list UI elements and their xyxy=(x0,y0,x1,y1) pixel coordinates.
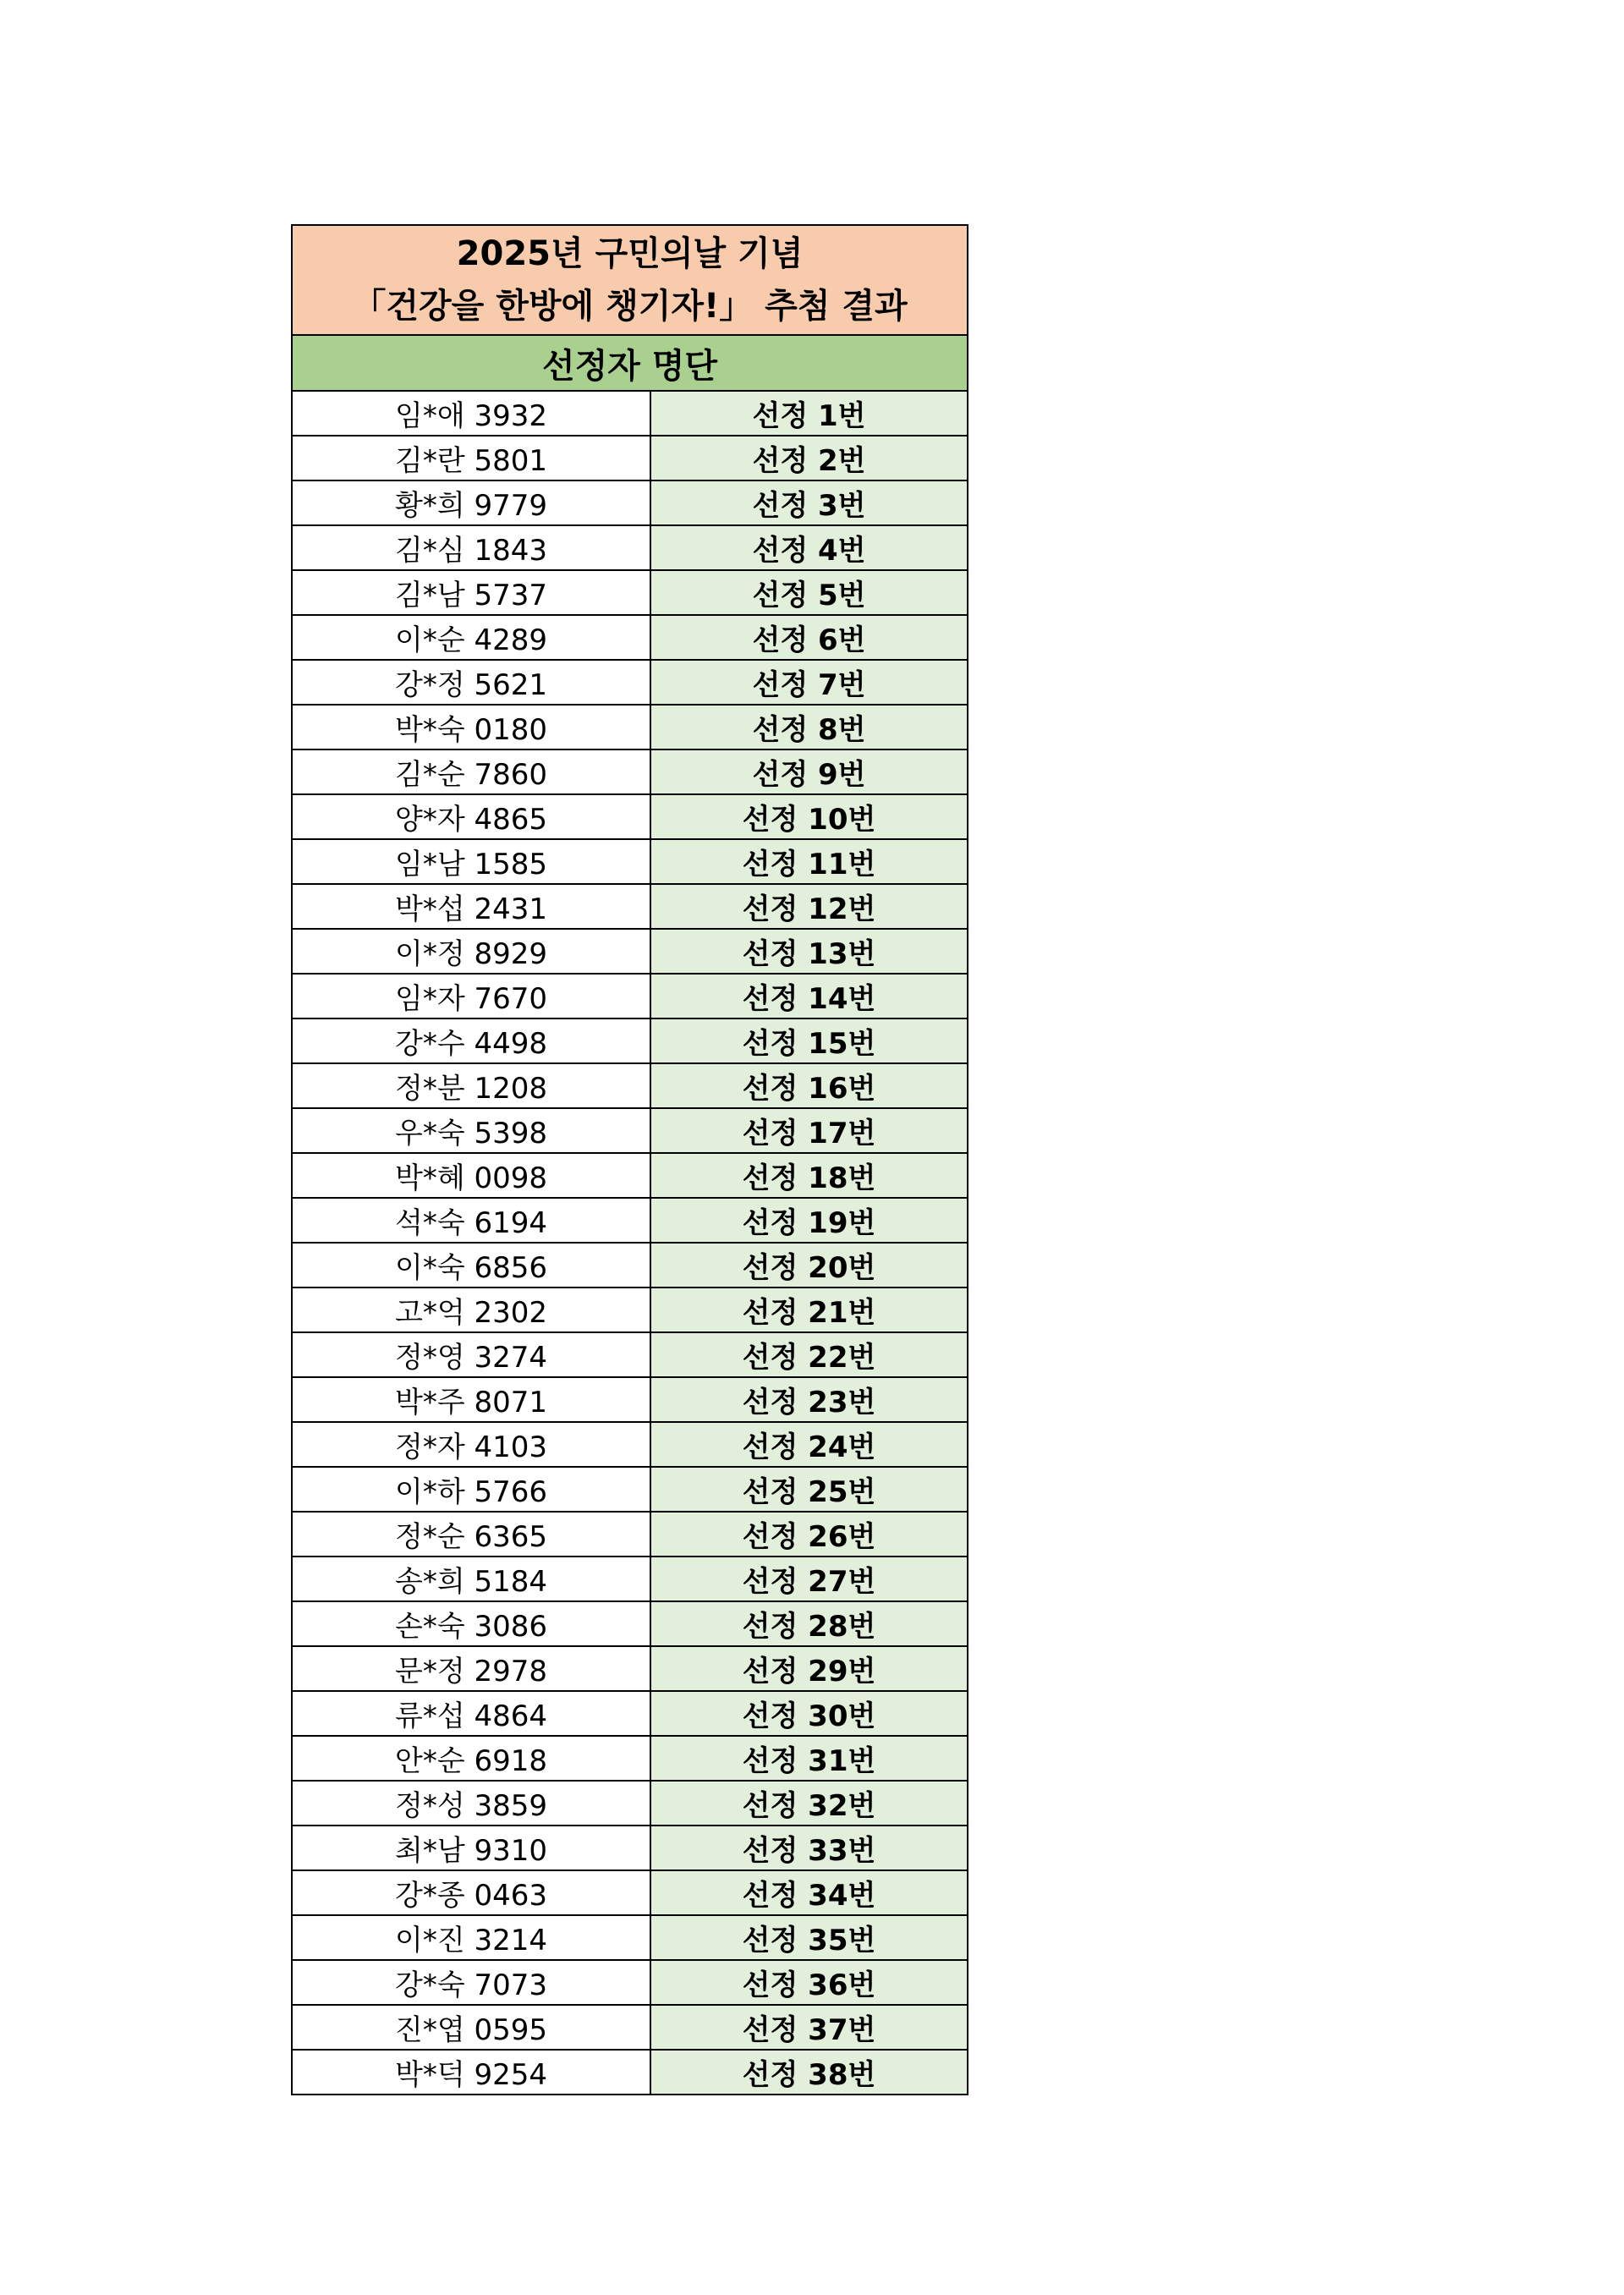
winner-name-cell: 김*란 5801 xyxy=(292,436,650,480)
winner-row xyxy=(292,1826,968,1870)
winner-name-cell: 강*종 0463 xyxy=(292,1870,650,1915)
winner-rank-cell: 선정 32번 xyxy=(650,1781,968,1826)
winner-row xyxy=(292,929,968,974)
winner-rank-cell: 선정 3번 xyxy=(650,480,968,525)
winner-name-cell: 박*혜 0098 xyxy=(292,1153,650,1198)
winner-rank-cell: 선정 25번 xyxy=(650,1467,968,1512)
winner-row xyxy=(292,2005,968,2050)
winner-rank-cell: 선정 37번 xyxy=(650,2005,968,2050)
winner-rank-cell: 선정 26번 xyxy=(650,1512,968,1557)
winner-rank-cell: 선정 38번 xyxy=(650,2050,968,2095)
winner-row xyxy=(292,391,968,436)
title-line-2: 「건강을 한방에 챙기자!」 추첨 결과 xyxy=(352,287,908,326)
winner-name-cell: 강*수 4498 xyxy=(292,1018,650,1063)
winner-rank-cell: 선정 2번 xyxy=(650,436,968,480)
winner-row xyxy=(292,2050,968,2095)
winner-row xyxy=(292,615,968,660)
winner-row xyxy=(292,660,968,705)
winners-table-body xyxy=(292,225,968,2095)
winner-row xyxy=(292,749,968,794)
winner-row xyxy=(292,1736,968,1781)
winner-rank-cell: 선정 28번 xyxy=(650,1601,968,1646)
subtitle-cell: 선정자 명단 xyxy=(292,335,968,391)
winner-row xyxy=(292,794,968,839)
winner-rank-cell: 선정 23번 xyxy=(650,1377,968,1422)
winner-rank-cell: 선정 6번 xyxy=(650,615,968,660)
winner-rank-cell: 선정 35번 xyxy=(650,1915,968,1960)
winner-row xyxy=(292,1243,968,1288)
winner-row xyxy=(292,1063,968,1108)
winner-rank-cell: 선정 5번 xyxy=(650,570,968,615)
winner-rank-cell: 선정 22번 xyxy=(650,1332,968,1377)
title-line-1: 2025년 구민의날 기념 xyxy=(456,234,804,273)
winner-name-cell: 정*분 1208 xyxy=(292,1063,650,1108)
winner-name-cell: 임*자 7670 xyxy=(292,974,650,1018)
winner-name-cell: 황*희 9779 xyxy=(292,480,650,525)
winner-name-cell: 임*애 3932 xyxy=(292,391,650,436)
winner-row xyxy=(292,1108,968,1153)
winner-name-cell: 김*남 5737 xyxy=(292,570,650,615)
winner-name-cell: 강*정 5621 xyxy=(292,660,650,705)
winner-row xyxy=(292,570,968,615)
winner-name-cell: 류*섭 4864 xyxy=(292,1691,650,1736)
winner-name-cell: 정*성 3859 xyxy=(292,1781,650,1826)
winner-row xyxy=(292,436,968,480)
winner-name-cell: 김*순 7860 xyxy=(292,749,650,794)
winner-rank-cell: 선정 18번 xyxy=(650,1153,968,1198)
subtitle-row xyxy=(292,335,968,391)
winner-row xyxy=(292,1691,968,1736)
winner-row xyxy=(292,1646,968,1691)
winner-rank-cell: 선정 21번 xyxy=(650,1288,968,1332)
winner-rank-cell: 선정 24번 xyxy=(650,1422,968,1467)
winner-rank-cell: 선정 12번 xyxy=(650,884,968,929)
winner-row xyxy=(292,1601,968,1646)
winner-name-cell: 이*진 3214 xyxy=(292,1915,650,1960)
winner-name-cell: 정*순 6365 xyxy=(292,1512,650,1557)
winner-row xyxy=(292,974,968,1018)
winner-row xyxy=(292,1781,968,1826)
winner-name-cell: 김*심 1843 xyxy=(292,525,650,570)
winner-rank-cell: 선정 19번 xyxy=(650,1198,968,1243)
winner-rank-cell: 선정 7번 xyxy=(650,660,968,705)
winners-table xyxy=(291,224,968,2095)
winner-row xyxy=(292,1512,968,1557)
winner-rank-cell: 선정 33번 xyxy=(650,1826,968,1870)
winner-rank-cell: 선정 9번 xyxy=(650,749,968,794)
winner-rank-cell: 선정 31번 xyxy=(650,1736,968,1781)
winner-rank-cell: 선정 4번 xyxy=(650,525,968,570)
winner-row xyxy=(292,1870,968,1915)
winner-name-cell: 문*정 2978 xyxy=(292,1646,650,1691)
winner-row xyxy=(292,1198,968,1243)
winner-row xyxy=(292,1422,968,1467)
winner-rank-cell: 선정 17번 xyxy=(650,1108,968,1153)
winner-row xyxy=(292,480,968,525)
winner-rank-cell: 선정 1번 xyxy=(650,391,968,436)
winner-rank-cell: 선정 34번 xyxy=(650,1870,968,1915)
winner-name-cell: 송*희 5184 xyxy=(292,1557,650,1601)
winner-rank-cell: 선정 16번 xyxy=(650,1063,968,1108)
winner-row xyxy=(292,1467,968,1512)
winner-name-cell: 이*하 5766 xyxy=(292,1467,650,1512)
winner-rank-cell: 선정 30번 xyxy=(650,1691,968,1736)
winner-row xyxy=(292,1332,968,1377)
winner-row xyxy=(292,839,968,884)
title-cell xyxy=(292,225,968,335)
winner-name-cell: 양*자 4865 xyxy=(292,794,650,839)
winner-row xyxy=(292,1915,968,1960)
winner-row xyxy=(292,705,968,749)
winner-name-cell: 이*정 8929 xyxy=(292,929,650,974)
winner-rank-cell: 선정 27번 xyxy=(650,1557,968,1601)
winner-name-cell: 강*숙 7073 xyxy=(292,1960,650,2005)
winner-name-cell: 박*주 8071 xyxy=(292,1377,650,1422)
winner-name-cell: 박*덕 9254 xyxy=(292,2050,650,2095)
winner-row xyxy=(292,1377,968,1422)
winner-rank-cell: 선정 15번 xyxy=(650,1018,968,1063)
winner-row xyxy=(292,1018,968,1063)
winner-name-cell: 이*숙 6856 xyxy=(292,1243,650,1288)
winner-name-cell: 임*남 1585 xyxy=(292,839,650,884)
winner-rank-cell: 선정 11번 xyxy=(650,839,968,884)
title-row xyxy=(292,225,968,335)
winner-row xyxy=(292,884,968,929)
winner-name-cell: 박*섭 2431 xyxy=(292,884,650,929)
winner-row xyxy=(292,1960,968,2005)
winner-rank-cell: 선정 10번 xyxy=(650,794,968,839)
winner-row xyxy=(292,525,968,570)
winner-rank-cell: 선정 36번 xyxy=(650,1960,968,2005)
winner-name-cell: 안*순 6918 xyxy=(292,1736,650,1781)
winner-rank-cell: 선정 14번 xyxy=(650,974,968,1018)
winner-rank-cell: 선정 29번 xyxy=(650,1646,968,1691)
winner-name-cell: 진*엽 0595 xyxy=(292,2005,650,2050)
winner-name-cell: 손*숙 3086 xyxy=(292,1601,650,1646)
winner-name-cell: 고*억 2302 xyxy=(292,1288,650,1332)
winner-row xyxy=(292,1153,968,1198)
winner-row xyxy=(292,1288,968,1332)
winner-name-cell: 박*숙 0180 xyxy=(292,705,650,749)
winner-rank-cell: 선정 20번 xyxy=(650,1243,968,1288)
winner-rank-cell: 선정 8번 xyxy=(650,705,968,749)
winner-name-cell: 석*숙 6194 xyxy=(292,1198,650,1243)
winner-row xyxy=(292,1557,968,1601)
winner-name-cell: 정*영 3274 xyxy=(292,1332,650,1377)
winner-name-cell: 최*남 9310 xyxy=(292,1826,650,1870)
winner-name-cell: 이*순 4289 xyxy=(292,615,650,660)
winner-name-cell: 정*자 4103 xyxy=(292,1422,650,1467)
winner-name-cell: 우*숙 5398 xyxy=(292,1108,650,1153)
winner-rank-cell: 선정 13번 xyxy=(650,929,968,974)
